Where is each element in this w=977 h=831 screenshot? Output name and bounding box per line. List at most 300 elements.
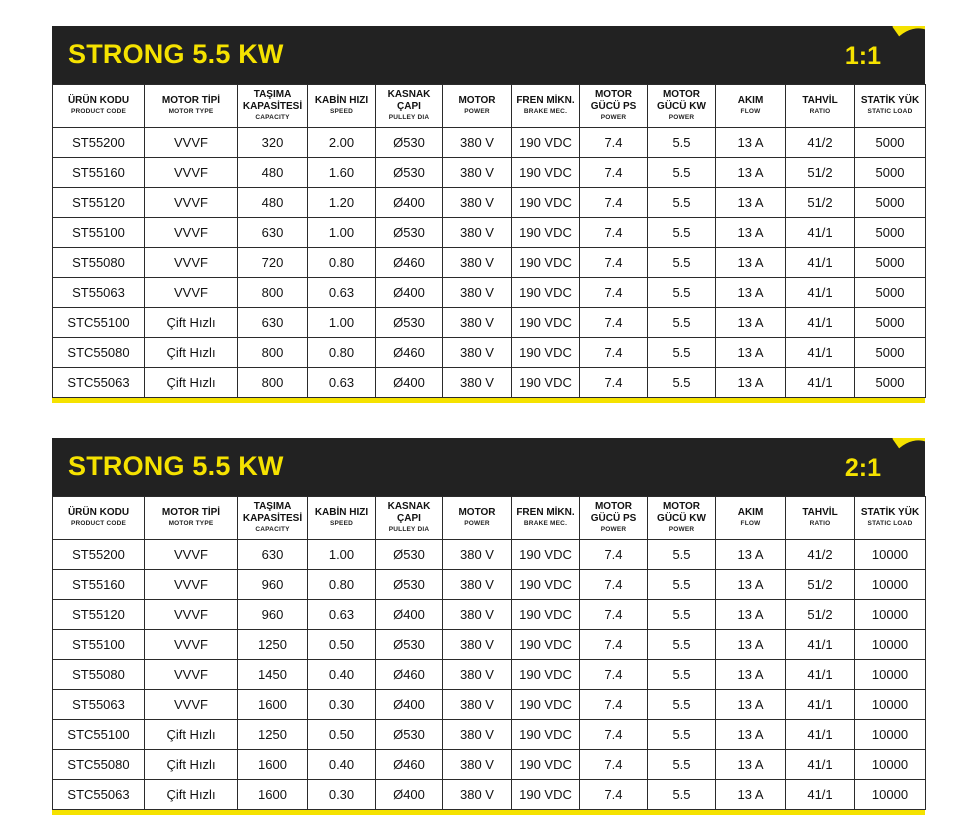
table-cell: 190 VDC [512, 308, 580, 338]
table-cell: 380 V [443, 570, 512, 600]
table-cell: 190 VDC [512, 338, 580, 368]
table-cell: 5.5 [648, 278, 716, 308]
column-header [855, 497, 926, 540]
table-cell: 960 [238, 600, 308, 630]
column-header [580, 497, 648, 540]
column-header-tr: KASNAK ÇAPI [387, 89, 431, 112]
table-cell: 1600 [238, 690, 308, 720]
table-cell: 1.00 [308, 218, 376, 248]
table-cell: 41/1 [786, 660, 855, 690]
table-cell: 41/2 [786, 128, 855, 158]
column-header-en: PRODUCT CODE [70, 108, 127, 115]
table-cell: 41/1 [786, 780, 855, 810]
table-cell: 7.4 [580, 690, 648, 720]
column-header [716, 85, 786, 128]
table-cell: VVVF [145, 128, 238, 158]
table-cell: 5.5 [648, 690, 716, 720]
column-header [786, 85, 855, 128]
table-cell: 190 VDC [512, 570, 580, 600]
table-cell: 10000 [855, 600, 926, 630]
table-cell: VVVF [145, 660, 238, 690]
table-cell: VVVF [145, 158, 238, 188]
table-cell: 380 V [443, 278, 512, 308]
table-cell: 41/1 [786, 690, 855, 720]
column-header [308, 497, 376, 540]
table-cell: 1.20 [308, 188, 376, 218]
table-cell: 7.4 [580, 188, 648, 218]
table-cell: VVVF [145, 278, 238, 308]
table-cell: 5000 [855, 368, 926, 398]
table-cell: 10000 [855, 690, 926, 720]
table-cell: 41/1 [786, 308, 855, 338]
table-cell: 380 V [443, 750, 512, 780]
roping-ratio: 1:1 [844, 42, 881, 70]
table-cell: 5.5 [648, 128, 716, 158]
column-header-tr: KABİN HIZI [314, 507, 369, 518]
table-row [53, 660, 926, 690]
table-cell: ST55063 [53, 278, 145, 308]
table-title: STRONG 5.5 KW [68, 39, 284, 69]
table-cell: 7.4 [580, 540, 648, 570]
column-header [376, 85, 443, 128]
table-cell: VVVF [145, 570, 238, 600]
column-header-en: BRAKE MEC. [523, 108, 568, 115]
column-header [512, 85, 580, 128]
table-row [53, 248, 926, 278]
column-header-en: STATIC LOAD [867, 520, 913, 527]
table-cell: Çift Hızlı [145, 750, 238, 780]
table-cell: 380 V [443, 690, 512, 720]
table-row [53, 630, 926, 660]
column-header [53, 497, 145, 540]
table-cell: 190 VDC [512, 660, 580, 690]
column-header [308, 85, 376, 128]
table-cell: 51/2 [786, 600, 855, 630]
table-cell: 5.5 [648, 630, 716, 660]
header-row [53, 497, 926, 540]
table-cell: 13 A [716, 158, 786, 188]
table-cell: 41/1 [786, 720, 855, 750]
table-cell: 51/2 [786, 158, 855, 188]
column-header [145, 497, 238, 540]
table-cell: 190 VDC [512, 540, 580, 570]
table-cell: 5.5 [648, 368, 716, 398]
column-header-en: RATIO [809, 520, 831, 527]
spec-block-1 [52, 26, 925, 403]
table-cell: Ø530 [376, 630, 443, 660]
table-cell: 190 VDC [512, 600, 580, 630]
table-cell: VVVF [145, 188, 238, 218]
yellow-underline [52, 810, 925, 815]
column-header [443, 497, 512, 540]
table-cell: 41/1 [786, 368, 855, 398]
column-header-en: POWER [668, 114, 695, 121]
table-cell: 380 V [443, 630, 512, 660]
table-cell: 5.5 [648, 750, 716, 780]
column-header-tr: KASNAK ÇAPI [387, 501, 431, 524]
table-cell: 380 V [443, 308, 512, 338]
table-cell: 13 A [716, 338, 786, 368]
table-cell: ST55200 [53, 128, 145, 158]
table-cell: 7.4 [580, 308, 648, 338]
table-cell: 10000 [855, 630, 926, 660]
table-row [53, 308, 926, 338]
table-cell: 5.5 [648, 600, 716, 630]
table-cell: 10000 [855, 750, 926, 780]
column-header-en: PULLEY DIA [388, 114, 430, 121]
table-cell: 190 VDC [512, 158, 580, 188]
table-cell: 41/1 [786, 338, 855, 368]
table-cell: 0.80 [308, 338, 376, 368]
table-cell: Ø400 [376, 600, 443, 630]
table-row [53, 690, 926, 720]
column-header [145, 85, 238, 128]
table-row [53, 570, 926, 600]
table-row [53, 720, 926, 750]
column-header [512, 497, 580, 540]
column-header-en: SPEED [329, 108, 354, 115]
spec-table [52, 84, 926, 398]
column-header-tr: KABİN HIZI [314, 95, 369, 106]
table-row [53, 188, 926, 218]
table-cell: 13 A [716, 248, 786, 278]
table-cell: 720 [238, 248, 308, 278]
table-cell: 5.5 [648, 338, 716, 368]
table-cell: 380 V [443, 128, 512, 158]
column-header-tr: STATİK YÜK [860, 95, 920, 106]
table-cell: 5.5 [648, 188, 716, 218]
column-header-en: POWER [600, 114, 627, 121]
column-header-tr: MOTOR GÜCÜ PS [590, 501, 637, 524]
table-cell: 630 [238, 308, 308, 338]
column-header [716, 497, 786, 540]
table-cell: STC55080 [53, 338, 145, 368]
table-cell: 7.4 [580, 600, 648, 630]
column-header [443, 85, 512, 128]
column-header-tr: AKIM [737, 507, 764, 518]
table-cell: 5000 [855, 338, 926, 368]
table-cell: 380 V [443, 158, 512, 188]
table-cell: 7.4 [580, 720, 648, 750]
table-cell: 1.00 [308, 308, 376, 338]
table-cell: 2.00 [308, 128, 376, 158]
table-cell: 0.40 [308, 750, 376, 780]
column-header-en: POWER [668, 526, 695, 533]
column-header [648, 85, 716, 128]
table-cell: Ø460 [376, 248, 443, 278]
table-cell: 41/1 [786, 630, 855, 660]
table-cell: 41/2 [786, 540, 855, 570]
table-cell: 5.5 [648, 540, 716, 570]
column-header-tr: TAŞIMA KAPASİTESİ [242, 501, 303, 524]
table-cell: 190 VDC [512, 128, 580, 158]
column-header-tr: MOTOR [458, 507, 496, 518]
table-cell: ST55160 [53, 158, 145, 188]
table-cell: 13 A [716, 600, 786, 630]
table-cell: 190 VDC [512, 278, 580, 308]
table-cell: 13 A [716, 188, 786, 218]
table-cell: Ø400 [376, 278, 443, 308]
table-cell: 5000 [855, 188, 926, 218]
table-cell: 7.4 [580, 218, 648, 248]
table-cell: ST55120 [53, 188, 145, 218]
table-cell: 5.5 [648, 308, 716, 338]
table-cell: VVVF [145, 630, 238, 660]
table-cell: 1250 [238, 630, 308, 660]
column-header-tr: MOTOR TİPİ [161, 95, 221, 106]
table-cell: 13 A [716, 218, 786, 248]
table-cell: 13 A [716, 368, 786, 398]
table-cell: 13 A [716, 780, 786, 810]
table-cell: 190 VDC [512, 720, 580, 750]
table-cell: 13 A [716, 278, 786, 308]
table-cell: ST55120 [53, 600, 145, 630]
column-header-tr: MOTOR [458, 95, 496, 106]
table-cell: 5.5 [648, 660, 716, 690]
table-cell: 5000 [855, 158, 926, 188]
table-cell: 41/1 [786, 248, 855, 278]
column-header-tr: FREN MİKN. [516, 507, 575, 518]
table-cell: 800 [238, 278, 308, 308]
table-cell: STC55063 [53, 368, 145, 398]
column-header-tr: TAHVİL [802, 95, 838, 106]
table-cell: 7.4 [580, 780, 648, 810]
table-cell: 190 VDC [512, 630, 580, 660]
table-cell: 7.4 [580, 248, 648, 278]
header-row [53, 85, 926, 128]
table-cell: 5.5 [648, 780, 716, 810]
table-cell: ST55160 [53, 570, 145, 600]
table-cell: 5.5 [648, 158, 716, 188]
table-cell: 380 V [443, 780, 512, 810]
table-row [53, 338, 926, 368]
table-cell: 1600 [238, 750, 308, 780]
column-header-en: PULLEY DIA [388, 526, 430, 533]
table-cell: 5.5 [648, 218, 716, 248]
table-header-bar [52, 26, 925, 84]
column-header [376, 497, 443, 540]
table-cell: 0.30 [308, 690, 376, 720]
table-cell: 51/2 [786, 188, 855, 218]
table-cell: 800 [238, 338, 308, 368]
table-cell: 190 VDC [512, 690, 580, 720]
table-cell: 5000 [855, 278, 926, 308]
table-cell: 0.30 [308, 780, 376, 810]
column-header-tr: STATİK YÜK [860, 507, 920, 518]
table-cell: 7.4 [580, 158, 648, 188]
column-header-en: CAPACITY [255, 114, 290, 121]
table-cell: Ø400 [376, 188, 443, 218]
table-cell: Ø530 [376, 570, 443, 600]
table-cell: 480 [238, 158, 308, 188]
table-cell: 10000 [855, 570, 926, 600]
column-header-en: FLOW [740, 520, 761, 527]
table-row [53, 368, 926, 398]
table-cell: 190 VDC [512, 188, 580, 218]
table-row [53, 128, 926, 158]
table-row [53, 600, 926, 630]
table-cell: 10000 [855, 720, 926, 750]
table-cell: 5000 [855, 128, 926, 158]
table-cell: 630 [238, 218, 308, 248]
table-cell: STC55100 [53, 720, 145, 750]
table-cell: 41/1 [786, 218, 855, 248]
table-cell: 13 A [716, 690, 786, 720]
table-cell: 190 VDC [512, 780, 580, 810]
table-cell: STC55063 [53, 780, 145, 810]
table-cell: 5.5 [648, 720, 716, 750]
table-cell: 5000 [855, 218, 926, 248]
table-cell: Çift Hızlı [145, 368, 238, 398]
spec-table [52, 496, 926, 810]
table-cell: 190 VDC [512, 248, 580, 278]
column-header-en: MOTOR TYPE [168, 108, 214, 115]
table-cell: 380 V [443, 540, 512, 570]
column-header-en: SPEED [329, 520, 354, 527]
column-header-tr: FREN MİKN. [516, 95, 575, 106]
table-cell: 380 V [443, 720, 512, 750]
yellow-underline [52, 398, 925, 403]
table-cell: STC55080 [53, 750, 145, 780]
table-cell: 380 V [443, 218, 512, 248]
table-cell: VVVF [145, 690, 238, 720]
table-cell: 10000 [855, 660, 926, 690]
table-cell: VVVF [145, 600, 238, 630]
column-header-tr: ÜRÜN KODU [67, 507, 130, 518]
table-cell: 13 A [716, 308, 786, 338]
column-header [580, 85, 648, 128]
column-header-en: STATIC LOAD [867, 108, 913, 115]
table-cell: 13 A [716, 660, 786, 690]
table-cell: Çift Hızlı [145, 780, 238, 810]
table-cell: 7.4 [580, 278, 648, 308]
table-cell: 7.4 [580, 570, 648, 600]
column-header-en: MOTOR TYPE [168, 520, 214, 527]
table-cell: Çift Hızlı [145, 338, 238, 368]
table-cell: 0.50 [308, 630, 376, 660]
table-cell: Çift Hızlı [145, 720, 238, 750]
column-header-en: FLOW [740, 108, 761, 115]
table-cell: ST55063 [53, 690, 145, 720]
table-cell: 0.63 [308, 368, 376, 398]
table-cell: 7.4 [580, 660, 648, 690]
table-cell: Ø530 [376, 158, 443, 188]
table-cell: Çift Hızlı [145, 308, 238, 338]
column-header-en: POWER [464, 108, 490, 115]
table-cell: STC55100 [53, 308, 145, 338]
table-cell: 13 A [716, 720, 786, 750]
column-header-en: BRAKE MEC. [523, 520, 568, 527]
table-cell: 380 V [443, 600, 512, 630]
table-cell: 0.63 [308, 600, 376, 630]
column-header-en: CAPACITY [255, 526, 290, 533]
column-header-en: RATIO [809, 108, 831, 115]
table-cell: 41/1 [786, 750, 855, 780]
table-cell: 380 V [443, 368, 512, 398]
table-cell: 0.50 [308, 720, 376, 750]
table-cell: 10000 [855, 780, 926, 810]
table-cell: 41/1 [786, 278, 855, 308]
table-cell: Ø460 [376, 660, 443, 690]
table-cell: 13 A [716, 570, 786, 600]
table-cell: 5.5 [648, 248, 716, 278]
table-cell: 480 [238, 188, 308, 218]
table-row [53, 540, 926, 570]
table-header-bar [52, 438, 925, 496]
column-header [786, 497, 855, 540]
table-row [53, 278, 926, 308]
column-header-tr: TAHVİL [802, 507, 838, 518]
table-cell: 380 V [443, 248, 512, 278]
table-cell: 7.4 [580, 630, 648, 660]
table-cell: Ø530 [376, 308, 443, 338]
table-cell: 10000 [855, 540, 926, 570]
table-cell: 190 VDC [512, 750, 580, 780]
table-cell: 7.4 [580, 368, 648, 398]
table-cell: Ø400 [376, 368, 443, 398]
table-cell: 5.5 [648, 570, 716, 600]
column-header-tr: MOTOR TİPİ [161, 507, 221, 518]
column-header [238, 85, 308, 128]
table-cell: ST55200 [53, 540, 145, 570]
column-header-tr: MOTOR GÜCÜ KW [657, 89, 706, 112]
column-header-tr: TAŞIMA KAPASİTESİ [242, 89, 303, 112]
column-header-en: POWER [464, 520, 490, 527]
table-title: STRONG 5.5 KW [68, 451, 284, 481]
table-cell: 190 VDC [512, 218, 580, 248]
table-cell: 0.80 [308, 248, 376, 278]
table-cell: Ø530 [376, 720, 443, 750]
table-cell: VVVF [145, 248, 238, 278]
table-cell: 960 [238, 570, 308, 600]
table-row [53, 158, 926, 188]
table-cell: ST55080 [53, 248, 145, 278]
table-cell: Ø400 [376, 780, 443, 810]
column-header-en: PRODUCT CODE [70, 520, 127, 527]
table-cell: 51/2 [786, 570, 855, 600]
table-cell: 7.4 [580, 338, 648, 368]
column-header [238, 497, 308, 540]
table-cell: 320 [238, 128, 308, 158]
table-cell: 13 A [716, 128, 786, 158]
table-cell: 800 [238, 368, 308, 398]
table-cell: 380 V [443, 338, 512, 368]
table-cell: 7.4 [580, 750, 648, 780]
column-header-tr: MOTOR GÜCÜ KW [657, 501, 706, 524]
column-header-tr: AKIM [737, 95, 764, 106]
table-cell: ST55100 [53, 218, 145, 248]
table-cell: 190 VDC [512, 368, 580, 398]
table-row [53, 750, 926, 780]
spec-block-2 [52, 438, 925, 815]
table-cell: ST55100 [53, 630, 145, 660]
table-cell: 13 A [716, 540, 786, 570]
column-header-tr: MOTOR GÜCÜ PS [590, 89, 637, 112]
table-cell: 1600 [238, 780, 308, 810]
table-cell: 5000 [855, 308, 926, 338]
table-cell: Ø530 [376, 218, 443, 248]
table-cell: 13 A [716, 750, 786, 780]
table-cell: VVVF [145, 218, 238, 248]
table-cell: Ø530 [376, 540, 443, 570]
column-header-en: POWER [600, 526, 627, 533]
table-cell: 1.00 [308, 540, 376, 570]
table-cell: 13 A [716, 630, 786, 660]
table-cell: Ø530 [376, 128, 443, 158]
column-header [855, 85, 926, 128]
roping-ratio: 2:1 [844, 454, 881, 482]
table-cell: VVVF [145, 540, 238, 570]
